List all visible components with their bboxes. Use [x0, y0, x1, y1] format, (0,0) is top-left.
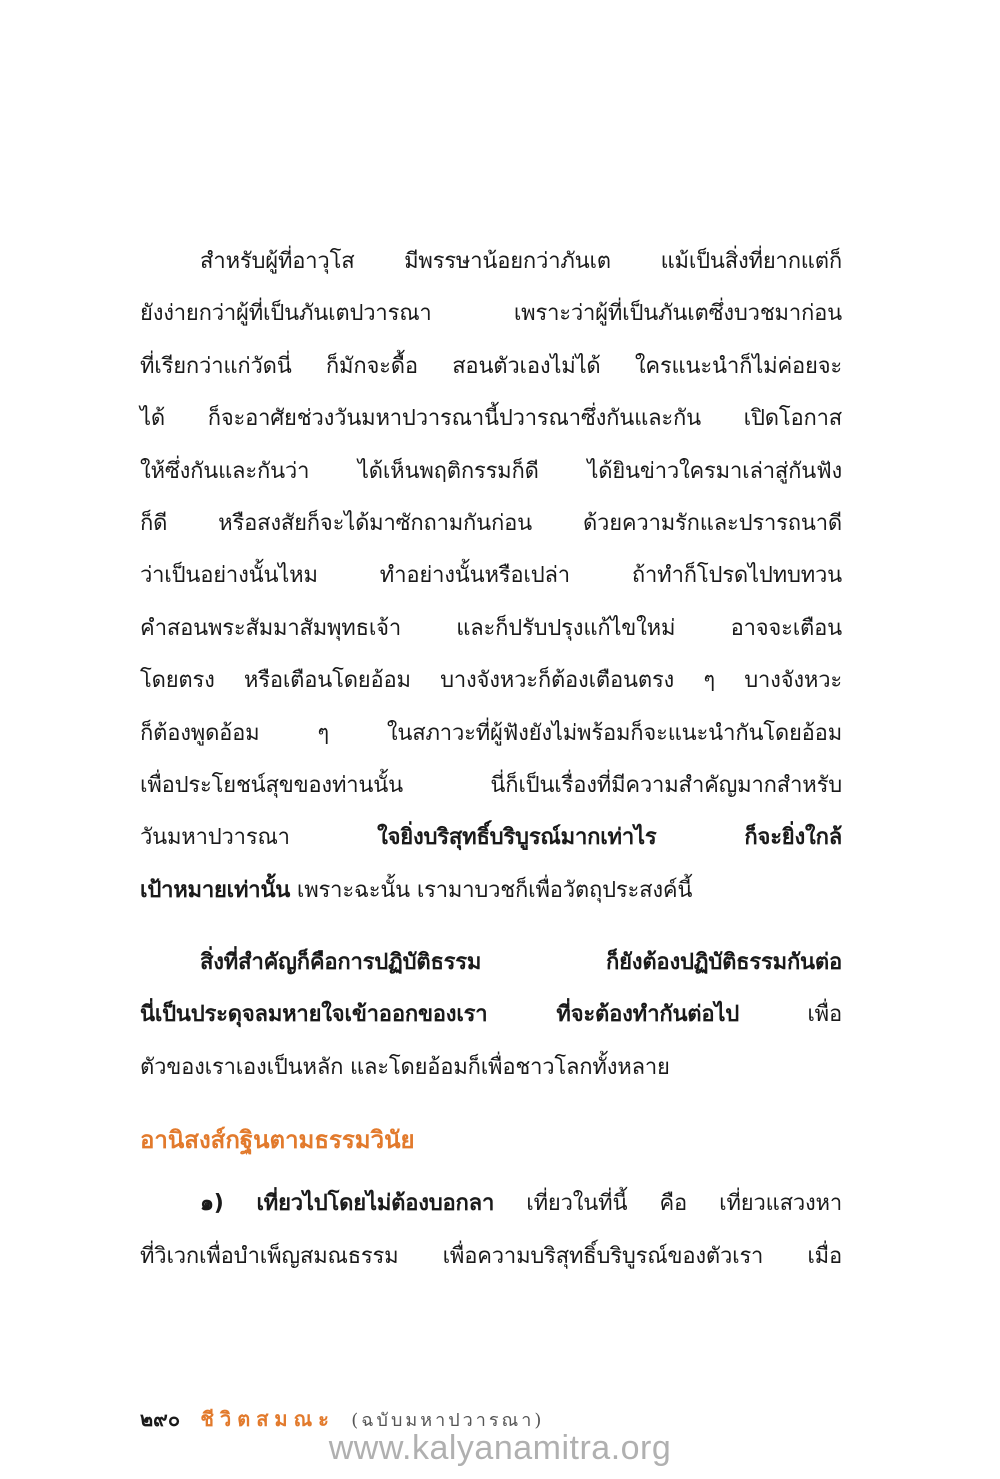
paragraph-1-line-10: ก็ต้องพูดอ้อม ๆ ในสภาวะที่ผู้ฟังยังไม่พร้อมก็จะแนะนำกันโดยอ้อม	[140, 720, 842, 746]
page-number: ๒๙๐	[140, 1407, 181, 1431]
paragraph-1-line-11: เพื่อประโยชน์สุขของท่านนั้น นี่ก็เป็นเรื่องที่มีความสำคัญมากสำหรับ	[140, 772, 842, 798]
edition-label: (ฉบับมหาปวารณา)	[351, 1410, 545, 1431]
line-2-text: เพื่อ	[739, 1002, 842, 1028]
line-13-text: เพราะฉะนั้น เรามาบวชก็เพื่อวัตถุประสงค์นี้	[290, 877, 693, 903]
page-body	[140, 236, 842, 1283]
paragraph-1-line-2: ยังง่ายกว่าผู้ที่เป็นภันเตปวารณา เพราะว่าผู้ที่เป็นภันเตซึ่งบวชมาก่อน	[140, 301, 842, 327]
paragraph-1-line-4: ได้ ก็จะอาศัยช่วงวันมหาปวารณานี้ปวารณาซึ่งกันและกัน เปิดโอกาส	[140, 406, 842, 432]
line-12-emphasis: ใจยิ่งบริสุทธิ์บริบูรณ์มากเท่าไร ก็จะยิ่งใกล้	[377, 825, 842, 851]
paragraph-3-line-1	[140, 1178, 842, 1230]
paragraph-1-line-9: โดยตรง หรือเตือนโดยอ้อม บางจังหวะก็ต้องเตือนตรง ๆ บางจังหวะ	[140, 668, 842, 694]
paragraph-2-line-2	[140, 989, 842, 1041]
paragraph-1-line-7: ว่าเป็นอย่างนั้นไหม ทำอย่างนั้นหรือเปล่า ถ้าทำก็โปรดไปทบทวน	[140, 563, 842, 589]
line-12-text: วันมหาปวารณา	[140, 825, 378, 851]
item-1-title: ๑) เที่ยวไปโดยไม่ต้องบอกลา	[200, 1191, 495, 1217]
paragraph-1	[140, 236, 842, 917]
paragraph-2-line-3: ตัวของเราเองเป็นหลัก และโดยอ้อมก็เพื่อชาวโลกทั้งหลาย	[140, 1054, 670, 1080]
item-1-text: เที่ยวในที่นี้ คือ เที่ยวแสวงหา	[494, 1191, 842, 1217]
paragraph-1-line-3: ที่เรียกว่าแก่วัดนี่ ก็มักจะดื้อ สอนตัวเองไม่ได้ ใครแนะนำก็ไม่ค่อยจะ	[140, 353, 842, 379]
paragraph-1-line-1: สำหรับผู้ที่อาวุโส มีพรรษาน้อยกว่าภันเต แม้เป็นสิ่งที่ยากแต่ก็	[200, 249, 842, 274]
paragraph-1-line-6: ก็ดี หรือสงสัยก็จะได้มาซักถามกันก่อน ด้วยความรักและปรารถนาดี	[140, 510, 842, 536]
paragraph-3-line-2: ที่วิเวกเพื่อบำเพ็ญสมณธรรม เพื่อความบริสุทธิ์บริบูรณ์ของตัวเรา เมื่อ	[140, 1243, 842, 1269]
line-2-emphasis-a: นี่เป็นประดุจลมหายใจเข้าออกของเรา	[140, 1002, 488, 1028]
line-13-emphasis: เป้าหมายเท่านั้น	[140, 877, 291, 903]
paragraph-1-line-8: คำสอนพระสัมมาสัมพุทธเจ้า และก็ปรับปรุงแก้ไขใหม่ อาจจะเตือน	[140, 615, 842, 641]
paragraph-3	[140, 1178, 842, 1283]
paragraph-gap	[140, 917, 842, 937]
watermark-url: www.kalyanamitra.org	[328, 1429, 672, 1467]
paragraph-2	[140, 937, 842, 1094]
line-2-emphasis-b: ที่จะต้องทำกันต่อไป	[487, 1002, 740, 1028]
book-title: ชีวิตสมณะ	[200, 1407, 335, 1431]
paragraph-1-line-12	[140, 812, 842, 864]
section-heading: อานิสงส์กฐินตามธรรมวินัย	[140, 1126, 415, 1155]
paragraph-1-line-13	[140, 865, 842, 917]
paragraph-1-line-5: ให้ซึ่งกันและกันว่า ได้เห็นพฤติกรรมก็ดี ได้ยินข่าวใครมาเล่าสู่กันฟัง	[140, 458, 842, 484]
paragraph-2-line-1: สิ่งที่สำคัญก็คือการปฏิบัติธรรม ก็ยังต้องปฏิบัติธรรมกันต่อ	[200, 950, 842, 976]
